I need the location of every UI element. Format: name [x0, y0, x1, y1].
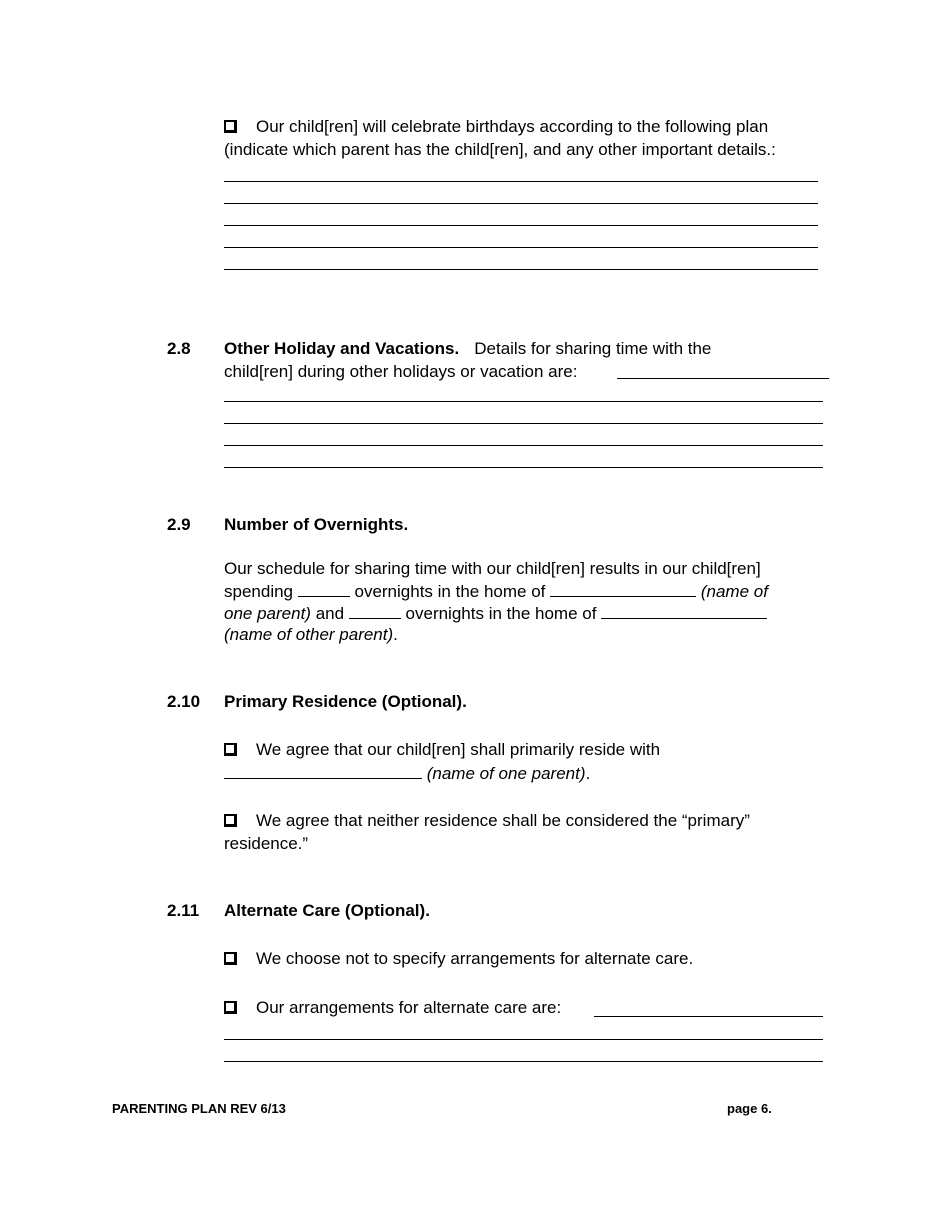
birthday-plan-option [224, 117, 768, 137]
overnights-home-label-1: overnights in the home of [354, 582, 546, 601]
section-2-9-title: Number of Overnights. [224, 515, 409, 534]
and-label: and [315, 604, 345, 623]
period: . [393, 625, 398, 644]
other-parent-hint: (name of other parent) [224, 625, 394, 644]
section-2-10-title: Primary Residence (Optional). [224, 692, 467, 711]
section-2-11-number: 2.11 [167, 901, 200, 920]
holiday-details-line[interactable] [224, 467, 823, 468]
holiday-details-line[interactable] [224, 401, 823, 402]
birthday-plan-text-1: Our child[ren] will celebrate birthdays according to the following plan [256, 117, 769, 136]
parent-name-blank-1[interactable] [550, 581, 696, 597]
section-2-11-title: Alternate Care (Optional). [224, 901, 430, 920]
primary-residence-checkbox-2[interactable] [224, 814, 237, 827]
primary-residence-text-3: residence.” [224, 834, 309, 853]
alternate-care-line[interactable] [594, 1016, 823, 1017]
period: . [585, 764, 591, 783]
primary-residence-option-2 [224, 811, 750, 831]
overnights-spending-label: spending [224, 582, 294, 601]
holiday-details-line[interactable] [224, 423, 823, 424]
alternate-care-checkbox-2[interactable] [224, 1001, 237, 1014]
one-parent-hint: one parent) [224, 604, 311, 623]
birthday-plan-line[interactable] [224, 181, 818, 182]
birthday-plan-line[interactable] [224, 203, 818, 204]
one-parent-name-hint: (name of one parent) [426, 764, 586, 783]
primary-residence-text-1: We agree that our child[ren] shall primarily reside with [256, 740, 661, 759]
alternate-care-option-1 [224, 949, 693, 969]
primary-residence-checkbox-1[interactable] [224, 743, 237, 756]
section-2-8-text-1: Details for sharing time with the [474, 339, 712, 358]
overnights-text-4 [224, 625, 398, 645]
section-2-8-text-2: child[ren] during other holidays or vacation are: [224, 362, 578, 381]
section-2-10-number: 2.10 [167, 692, 201, 711]
birthday-plan-line[interactable] [224, 225, 818, 226]
overnights-text-1: Our schedule for sharing time with our child[ren] results in our child[ren] [224, 559, 761, 578]
birthday-plan-line[interactable] [224, 269, 818, 270]
alternate-care-line[interactable] [224, 1039, 823, 1040]
birthday-plan-line[interactable] [224, 247, 818, 248]
section-2-9-number: 2.9 [167, 515, 191, 534]
footer-form-name: PARENTING PLAN REV 6/13 [112, 1101, 286, 1116]
overnights-text-2 [224, 581, 768, 602]
overnights-count-blank-2[interactable] [349, 603, 401, 619]
alternate-care-text-2: Our arrangements for alternate care are: [256, 998, 562, 1017]
alternate-care-checkbox-1[interactable] [224, 952, 237, 965]
primary-residence-option-1-line-2 [224, 763, 590, 784]
footer-page-number: page 6. [727, 1101, 772, 1116]
parent-name-blank-2[interactable] [601, 603, 767, 619]
primary-residence-text-2: We agree that neither residence shall be considered the “primary” [256, 811, 750, 830]
alternate-care-option-2 [224, 998, 561, 1018]
birthday-plan-text-2: (indicate which parent has the child[ren], and any other important details.: [224, 140, 776, 159]
primary-residence-option-1 [224, 740, 660, 760]
section-2-8-number: 2.8 [167, 339, 191, 358]
alternate-care-line[interactable] [224, 1061, 823, 1062]
holiday-details-line[interactable] [224, 445, 823, 446]
overnights-count-blank-1[interactable] [298, 581, 350, 597]
section-2-8-heading [224, 339, 711, 359]
overnights-text-3 [224, 603, 767, 624]
overnights-home-label-2: overnights in the home of [405, 604, 597, 623]
primary-parent-name-blank[interactable] [224, 763, 422, 779]
alternate-care-text-1: We choose not to specify arrangements for alternate care. [256, 949, 694, 968]
birthday-plan-checkbox[interactable] [224, 120, 237, 133]
holiday-details-line[interactable] [617, 378, 829, 379]
section-2-8-title: Other Holiday and Vacations. [224, 339, 460, 358]
name-of-hint-1: (name of [700, 582, 768, 601]
